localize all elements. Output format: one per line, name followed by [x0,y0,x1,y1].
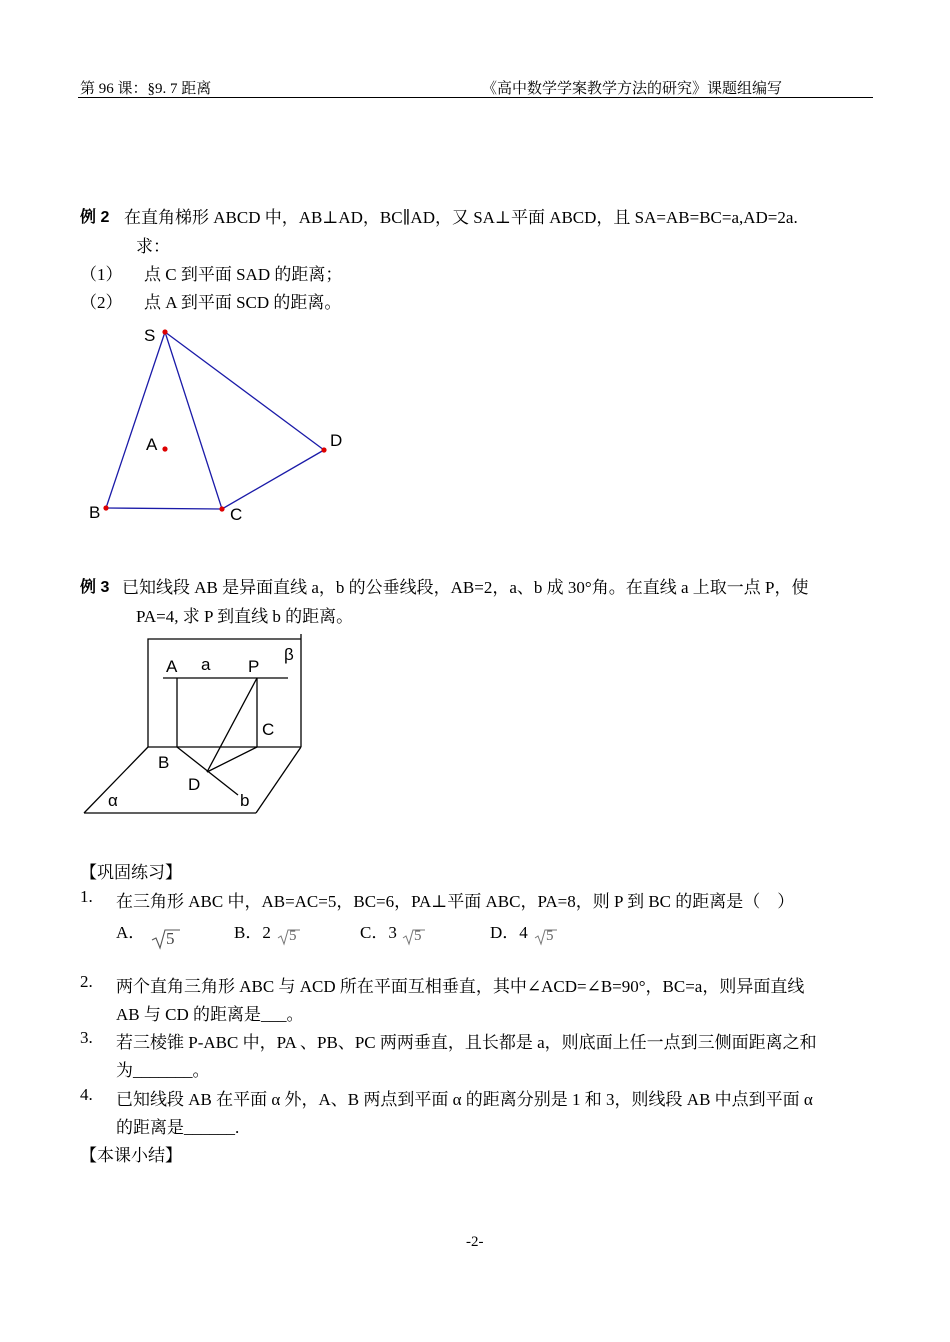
point-D [321,447,326,452]
edge-SB [106,332,165,508]
option-a-radical [151,928,181,955]
practice-2-line1: 两个直角三角形 ABC 与 ACD 所在平面互相垂直，其中∠ACD=∠B=90°，BC=a，则异面直线 [116,977,805,996]
line-b [177,747,238,795]
example2-q1-num: （1） [80,265,123,284]
practice-2-line2: AB 与 CD 的距离是___。 [116,1005,304,1024]
option-b-radicand: 5 [289,928,297,944]
label-B: B [158,753,170,772]
option-d-radical [534,928,558,951]
example2-q2-num: （2） [80,293,123,312]
practice-1-num: 1. [80,887,93,906]
label-b: b [240,791,250,810]
option-d-radicand: 5 [546,928,554,944]
skew-lines-figure [80,630,320,820]
example3-label: 例 3 [80,579,110,596]
option-c-label: C．3 [360,923,397,942]
example2-line1: 在直角梯形 ABCD 中，AB⊥AD，BC∥AD，又 SA⊥平面 ABCD，且 SA=AB=BC=a,AD=2a. [124,208,798,227]
header-left: 第 96 课：§9. 7 距离 [80,81,212,97]
practice-3-num: 3. [80,1028,93,1047]
edge-SC [165,332,222,509]
edge-SD [165,332,324,450]
page-number: -2- [466,1234,484,1250]
label-beta: β [284,645,294,664]
segment-PD [207,678,257,772]
plane-alpha-right [256,747,301,813]
point-C [219,506,224,511]
plane-beta-outline [148,639,301,747]
summary-title: 【本课小结】 [80,1146,182,1165]
label-C: C [230,505,243,524]
example3-line2: PA=4, 求 P 到直线 b 的距离。 [136,607,354,626]
option-b-radical [277,928,301,951]
label-alpha: α [108,791,118,810]
point-A [162,446,167,451]
header-rule [78,97,873,98]
segment-CD [207,747,257,772]
pyramid-figure [80,320,380,530]
practice-4-num: 4. [80,1085,93,1104]
option-d-label: D．4 [490,923,528,942]
option-c-radicand: 5 [414,928,422,944]
practice-2-num: 2. [80,972,93,991]
example2-q1-text: 点 C 到平面 SAD 的距离； [144,265,343,284]
label-P: P [248,657,260,676]
practice-title: 【巩固练习】 [80,863,182,882]
point-S [162,329,167,334]
example2-label: 例 2 [80,209,110,226]
practice-3-line1: 若三棱锥 P-ABC 中，PA 、PB、PC 两两垂直，且长都是 a，则底面上任一点到三侧面距离之和 [116,1033,817,1052]
practice-1-line1: 在三角形 ABC 中，AB=AC=5，BC=6，PA⊥平面 ABC，PA=8，则 P 到 BC 的距离是（ ） [116,892,795,911]
header-right: 《高中数学学案教学方法的研究》课题组编写 [482,81,783,97]
practice-3-line2: 为_______。 [116,1061,210,1080]
label-D: D [188,775,201,794]
label-B: B [89,503,101,522]
label-C: C [262,720,275,739]
point-B [103,505,108,510]
label-a: a [201,655,211,674]
edge-CD [222,450,324,509]
label-S: S [144,326,156,345]
option-a-label: A． [116,923,146,942]
practice-4-line1: 已知线段 AB 在平面 α 外，A、B 两点到平面 α 的距离分别是 1 和 3，则线段 AB 中点到平面 α [116,1090,813,1109]
option-a-radicand: 5 [166,929,175,948]
example2-q2-text: 点 A 到平面 SCD 的距离。 [144,293,342,312]
label-D: D [330,431,343,450]
label-A: A [166,657,178,676]
example2-line2: 求： [136,237,170,256]
label-A: A [146,435,158,454]
option-c-radical [402,928,426,951]
example3-line1: 已知线段 AB 是异面直线 a，b 的公垂线段，AB=2，a、b 成 30°角。在直线 a 上取一点 P，使 [122,578,809,597]
edge-BC [106,508,222,509]
practice-4-line2: 的距离是______. [116,1118,240,1137]
option-b-label: B．2 [234,923,271,942]
